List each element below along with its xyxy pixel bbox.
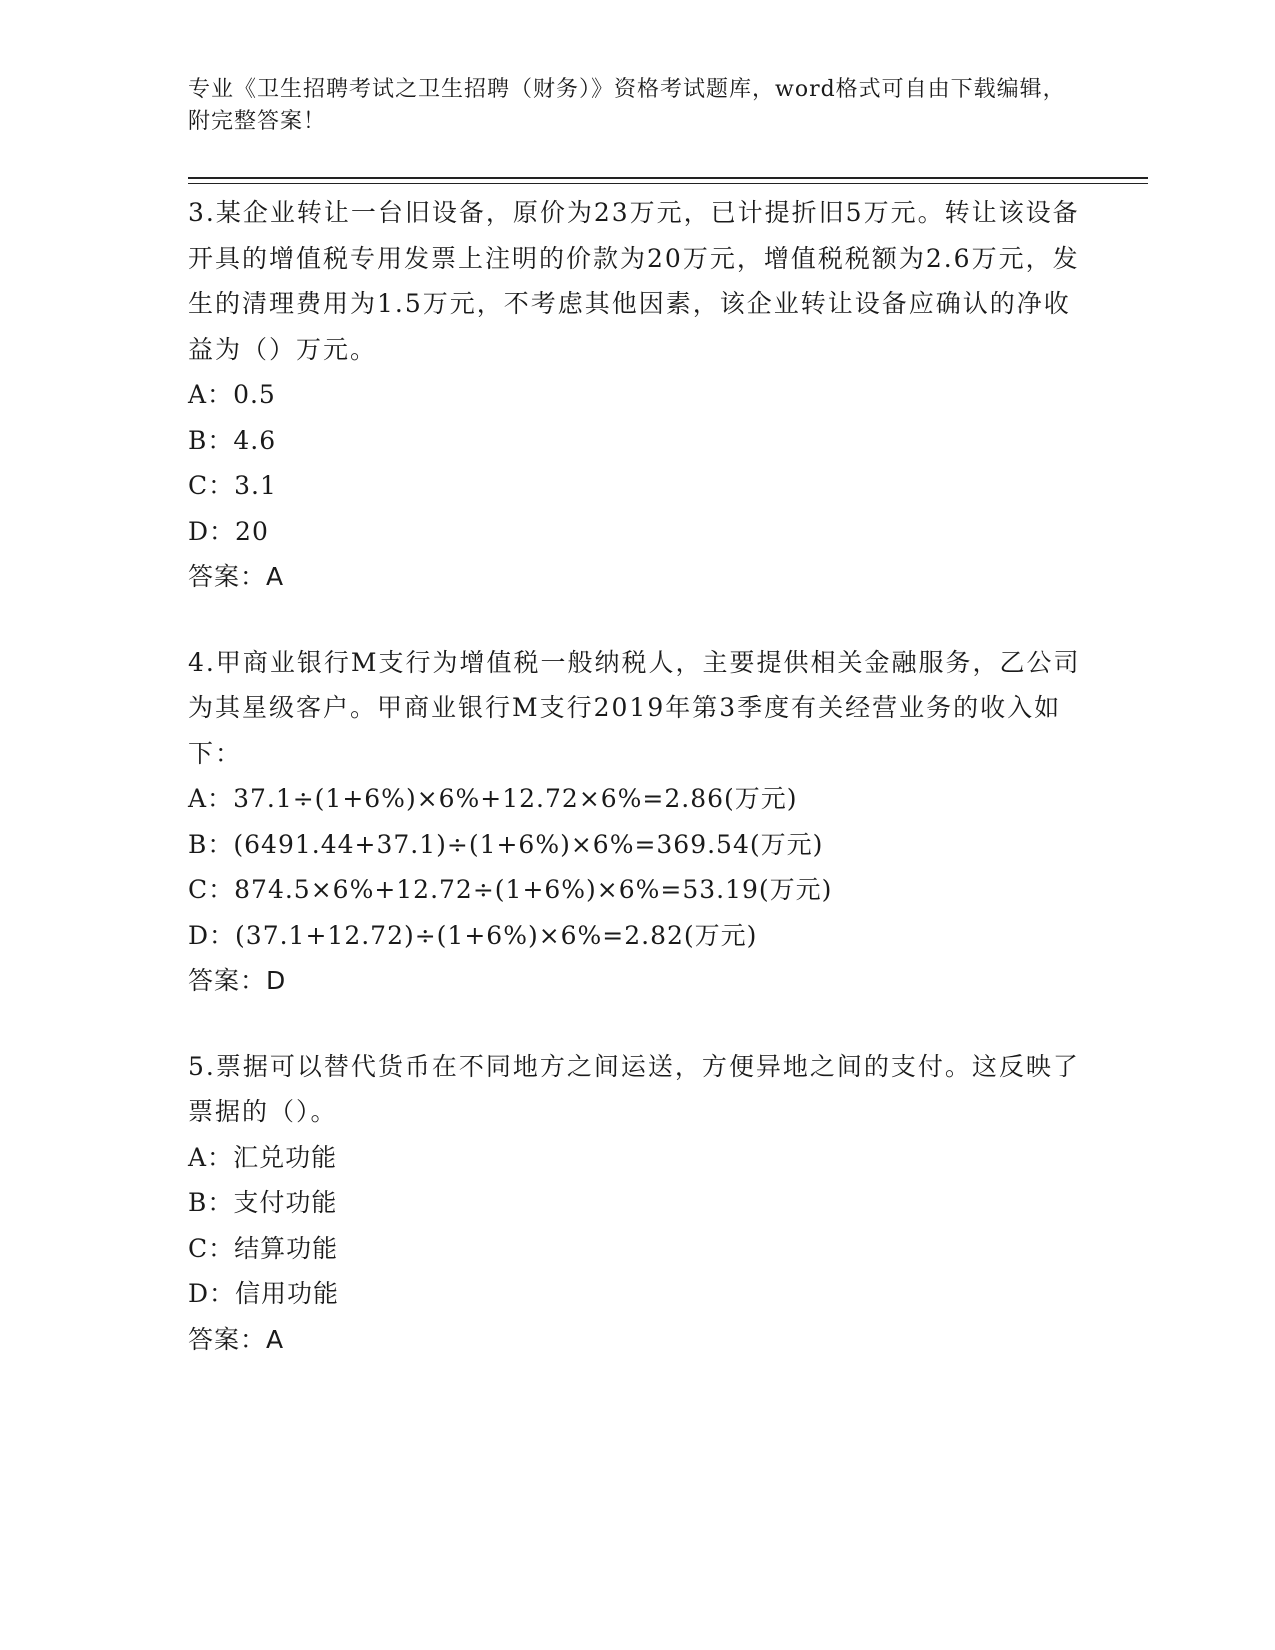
- option-key: D：: [188, 920, 236, 950]
- question-stem: 4.甲商业银行M支行为增值税一般纳税人，主要提供相关金融服务，乙公司为其星级客户。甲商业银行M支行2019年第3季度有关经营业务的收入如下：: [188, 647, 1081, 768]
- header-divider-thick: [188, 177, 1148, 179]
- option-a: [188, 1135, 1088, 1181]
- option-key: D：: [188, 516, 236, 546]
- option-b: [188, 1180, 1088, 1226]
- option-text: 汇兑功能: [233, 1142, 338, 1172]
- question-list: [188, 190, 1088, 1402]
- option-a: [188, 776, 1088, 822]
- question-4: [188, 640, 1088, 1004]
- option-b: [188, 822, 1088, 868]
- question-5: [188, 1044, 1088, 1363]
- option-c: [188, 463, 1088, 509]
- document-header: 专业《卫生招聘考试之卫生招聘（财务）》资格考试题库，word格式可自由下载编辑，附完整答案！: [188, 77, 1066, 134]
- option-key: C：: [188, 1233, 235, 1263]
- option-text: 20: [235, 516, 269, 546]
- option-text: 37.1÷(1+6%)×6%+12.72×6%=2.86(万元): [233, 784, 798, 813]
- answer-line: 答案：A: [188, 1324, 285, 1354]
- option-text: 3.1: [234, 471, 277, 500]
- option-key: B：: [188, 425, 234, 455]
- option-text: 0.5: [233, 380, 276, 409]
- option-key: A：: [188, 1142, 234, 1172]
- option-text: 支付功能: [233, 1188, 338, 1217]
- question-stem: 5.票据可以替代货币在不同地方之间运送，方便异地之间的支付。这反映了票据的（）。: [188, 1051, 1080, 1126]
- option-key: A：: [188, 784, 234, 813]
- option-text: 结算功能: [234, 1233, 339, 1263]
- option-text: (37.1+12.72)÷(1+6%)×6%=2.82(万元): [235, 920, 758, 950]
- answer-line: 答案：A: [188, 562, 285, 591]
- header-divider-thin: [188, 183, 1148, 184]
- option-d: [188, 1271, 1088, 1317]
- option-text: (6491.44+37.1)÷(1+6%)×6%=369.54(万元): [233, 829, 824, 859]
- option-key: B：: [188, 829, 234, 859]
- option-key: B：: [188, 1188, 234, 1217]
- option-key: A：: [188, 380, 234, 409]
- option-text: 4.6: [233, 425, 277, 455]
- option-d: [188, 509, 1088, 555]
- question-3: [188, 190, 1088, 600]
- question-stem: 3.某企业转让一台旧设备，原价为23万元，已计提折旧5万元。转让该设备开具的增值税专用发票上注明的价款为20万元，增值税税额为2.6万元，发生的清理费用为1.5万元，不考虑其他因素，该企业转让设备应确认的净收益为（）万元。: [188, 198, 1080, 364]
- option-key: C：: [188, 471, 235, 500]
- answer-line: 答案：D: [188, 966, 287, 995]
- option-text: 874.5×6%+12.72÷(1+6%)×6%=53.19(万元): [234, 875, 833, 904]
- option-key: D：: [188, 1279, 236, 1308]
- option-b: [188, 418, 1088, 464]
- option-c: [188, 867, 1088, 913]
- option-a: [188, 372, 1088, 418]
- option-d: [188, 913, 1088, 959]
- option-key: C：: [188, 875, 235, 904]
- option-c: [188, 1226, 1088, 1272]
- option-text: 信用功能: [235, 1279, 340, 1308]
